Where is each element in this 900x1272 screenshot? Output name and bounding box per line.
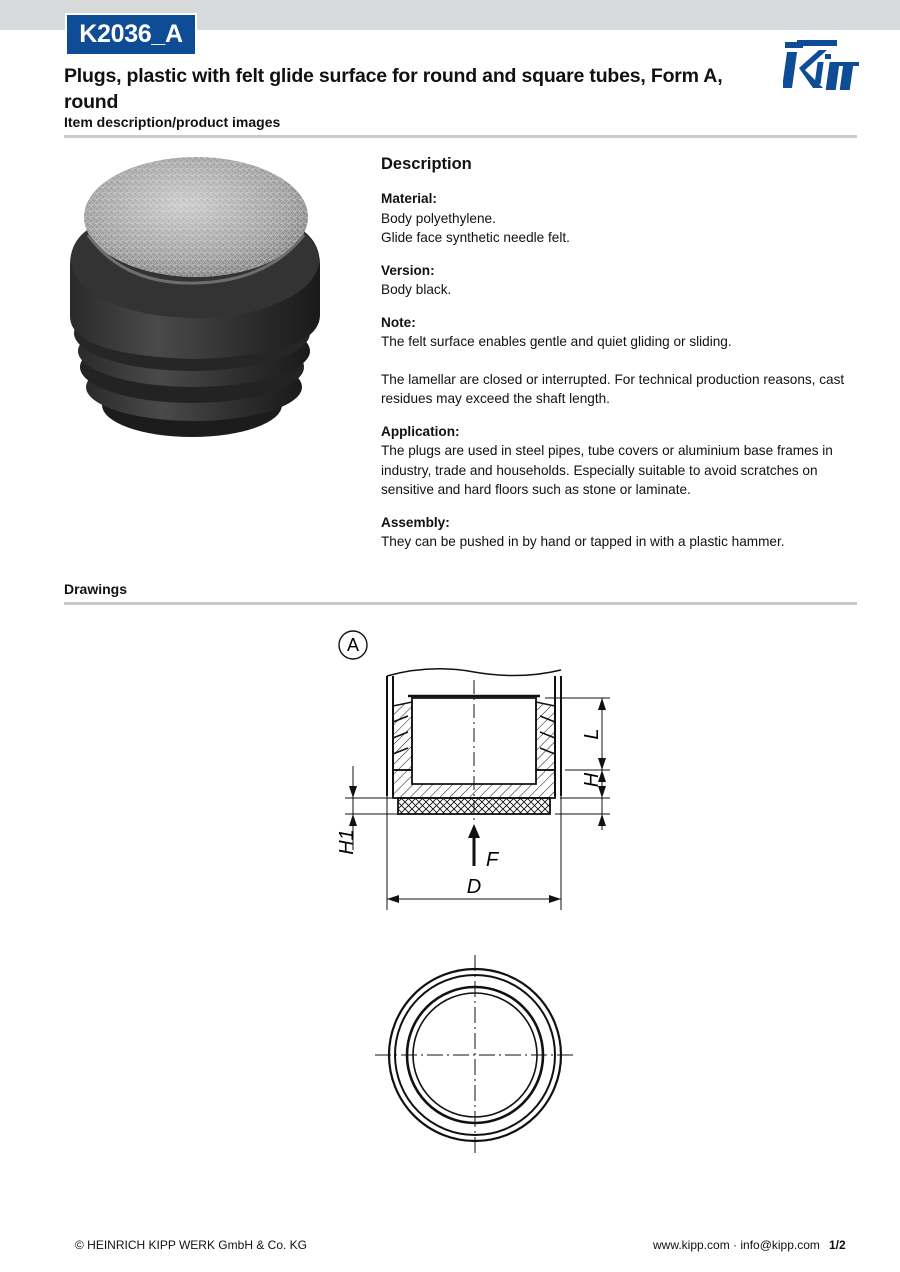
- product-photo: [64, 155, 322, 443]
- material-line: Body polyethylene.: [381, 210, 496, 226]
- dim-H1-label: H1: [336, 829, 358, 855]
- application-text: The plugs are used in steel pipes, tube covers or aluminium base frames in industry, trade and households. Especially suitable to avoid scratches on sensitive and hard floors such as stone or laminate.: [381, 443, 833, 497]
- material-line: Glide face synthetic needle felt.: [381, 230, 570, 245]
- note-text: The felt surface enables gentle and quiet gliding or sliding.: [381, 334, 732, 349]
- note-text: The lamellar are closed or interrupted. For technical production reasons, cast residues may exceed the shaft length.: [381, 371, 845, 406]
- note-block: [381, 313, 861, 409]
- note-label: Note:: [381, 314, 416, 330]
- version-text: Body black.: [381, 282, 452, 297]
- dim-H-label: H: [581, 772, 603, 788]
- top-view-drawing: [370, 955, 580, 1155]
- form-label-circle: [339, 631, 367, 659]
- form-label: A: [346, 635, 360, 655]
- item-code-badge: K2036_A: [65, 13, 197, 56]
- material-block: [381, 189, 861, 248]
- force-F-label: F: [486, 849, 499, 871]
- drawings-divider: [64, 602, 857, 605]
- page-number: 1/2: [829, 1238, 846, 1252]
- header-divider: [64, 135, 857, 138]
- material-label: Material:: [381, 191, 437, 206]
- footer-contact[interactable]: www.kipp.com · info@kipp.com: [653, 1238, 820, 1252]
- application-label: Application:: [381, 423, 460, 439]
- description-section: [381, 153, 861, 565]
- page-subtitle: Item description/product images: [64, 114, 281, 130]
- assembly-text: They can be pushed in by hand or tapped in with a plastic hammer.: [381, 534, 785, 549]
- assembly-block: [381, 513, 861, 552]
- assembly-label: Assembly:: [381, 514, 450, 530]
- version-block: [381, 261, 861, 300]
- page-title: Plugs, plastic with felt glide surface for round and square tubes, Form A, round: [64, 65, 723, 113]
- drawings-heading: Drawings: [64, 581, 128, 597]
- description-heading: Description: [381, 155, 472, 173]
- dim-D-label: D: [466, 876, 482, 898]
- dim-L-label: L: [581, 728, 603, 740]
- version-label: Version:: [381, 262, 435, 278]
- kipp-logo: [783, 38, 859, 92]
- application-block: [381, 422, 861, 500]
- footer-copyright: © HEINRICH KIPP WERK GmbH & Co. KG: [75, 1238, 307, 1252]
- cross-section-drawing: [300, 620, 620, 920]
